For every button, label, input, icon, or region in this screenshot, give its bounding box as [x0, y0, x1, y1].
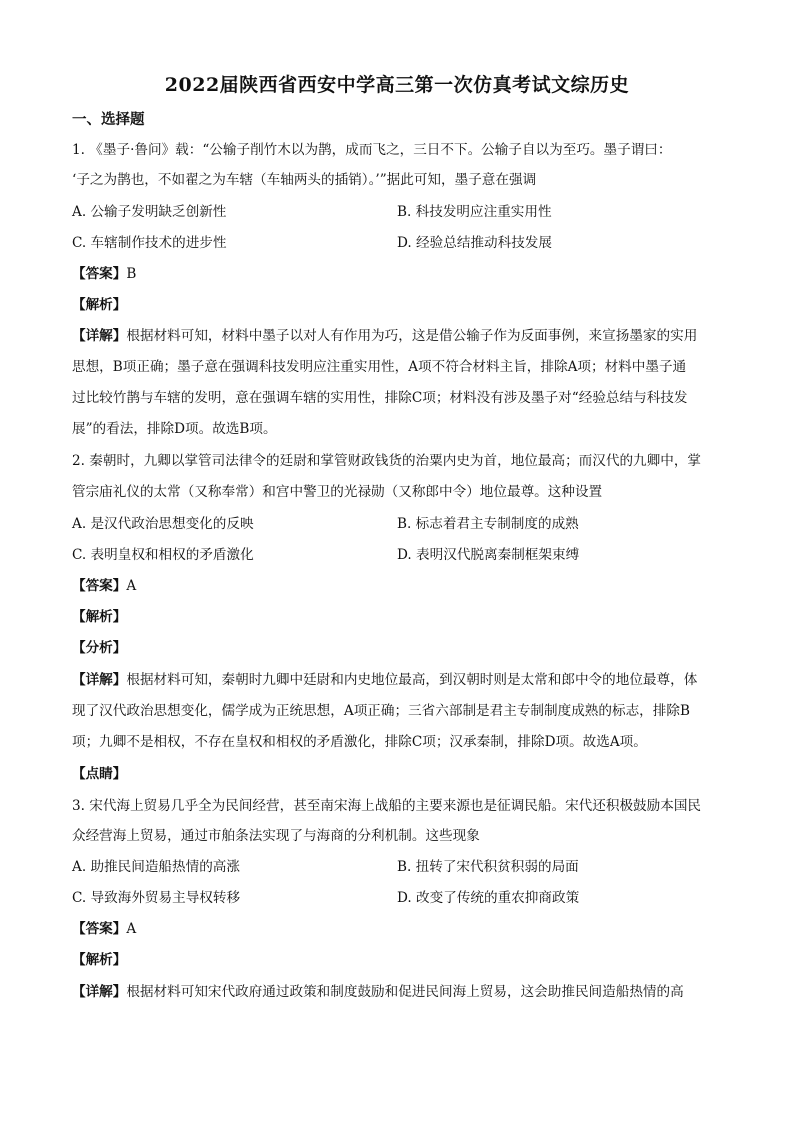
answer-value: B — [126, 266, 137, 282]
q2-option-b: B. 标志着君主专制制度的成熟 — [397, 516, 579, 532]
answer-tag: 【答案】 — [72, 921, 127, 937]
q1-stem-line: ‘子之为鹊也，不如翟之为车辖（车轴两头的插销）。’”据此可知，墨子意在强调 — [72, 172, 537, 188]
q2-option-c: C. 表明皇权和相权的矛盾激化 — [72, 547, 254, 563]
q2-dianjing-tag: 【点睛】 — [72, 766, 127, 782]
q3-answer — [72, 919, 724, 939]
q1-answer — [72, 264, 724, 284]
answer-value: A — [126, 578, 137, 594]
q1-option-b: B. 科技发明应注重实用性 — [397, 204, 552, 220]
q3-analysis-tag: 【解析】 — [72, 952, 127, 968]
q3-option-d: D. 改变了传统的重农抑商政策 — [397, 890, 580, 906]
detail-text: 根据材料可知，秦朝时九卿中廷尉和内史地位最高，到汉朝时则是太常和郎中令的地位最尊，体 — [126, 672, 698, 688]
q3-option-c: C. 导致海外贸易主导权转移 — [72, 890, 241, 906]
q2-stem-line: 2. 秦朝时，九卿以掌管司法律令的廷尉和掌管财政钱货的治粟内史为首，地位最高；而汉代的九卿中，掌 — [72, 453, 702, 469]
q2-option-d: D. 表明汉代脱离秦制框架束缚 — [397, 547, 580, 563]
detail-tag: 【详解】 — [72, 328, 127, 344]
detail-text: 根据材料可知宋代政府通过政策和制度鼓励和促进民间海上贸易，这会助推民间造船热情的高 — [126, 984, 684, 1000]
detail-tag: 【详解】 — [72, 984, 127, 1000]
q1-detail-line: 思想，B项正确；墨子意在强调科技发明应注重实用性，A项不符合材料主旨，排除A项；材料中墨子通 — [72, 359, 687, 375]
q2-detail-line: 项；九卿不是相权，不存在皇权和相权的矛盾激化，排除C项；汉承秦制，排除D项。故选A项。 — [72, 734, 647, 750]
q1-option-c: C. 车辖制作技术的进步性 — [72, 235, 227, 251]
q3-detail-line — [72, 982, 724, 1002]
q3-option-a: A. 助推民间造船热情的高涨 — [72, 859, 240, 875]
q2-stem-line: 管宗庙礼仪的太常（又称奉常）和宫中警卫的光禄勋（又称郎中令）地位最尊。这种设置 — [72, 484, 603, 500]
section-heading: 一、选择题 — [72, 111, 145, 128]
q1-detail-line — [72, 326, 724, 346]
q1-detail-line: 展”的看法，排除D项。故选B项。 — [72, 421, 277, 437]
q1-stem-line: 1. 《墨子·鲁问》载：“公输子削竹木以为鹊，成而飞之，三日不下。公输子自以为至巧。墨子谓曰： — [72, 142, 672, 158]
q2-answer — [72, 576, 724, 596]
q3-stem-line: 众经营海上贸易，通过市舶条法实现了与海商的分利机制。这些现象 — [72, 828, 480, 844]
q2-option-a: A. 是汉代政治思想变化的反映 — [72, 516, 254, 532]
q2-fenxi-tag: 【分析】 — [72, 640, 127, 656]
q1-detail-line: 过比较竹鹊与车辖的发明，意在强调车辖的实用性，排除C项；材料没有涉及墨子对“经验总结与科技发 — [72, 390, 688, 406]
q3-option-b: B. 扭转了宋代积贫积弱的局面 — [397, 859, 579, 875]
answer-tag: 【答案】 — [72, 266, 127, 282]
q2-analysis-tag: 【解析】 — [72, 609, 127, 625]
detail-text: 根据材料可知，材料中墨子以对人有作用为巧，这是借公输子作为反面事例，来宣扬墨家的实用 — [126, 328, 698, 344]
q1-option-a: A. 公输子发明缺乏创新性 — [72, 204, 227, 220]
q1-option-d: D. 经验总结推动科技发展 — [397, 235, 552, 251]
document-title: 2022届陕西省西安中学高三第一次仿真考试文综历史 — [164, 74, 630, 96]
q3-stem-line: 3. 宋代海上贸易几乎全为民间经营，甚至南宋海上战船的主要来源也是征调民船。宋代还积极鼓励本国民 — [72, 798, 702, 814]
detail-tag: 【详解】 — [72, 672, 127, 688]
q2-detail-line: 现了汉代政治思想变化，儒学成为正统思想，A项正确；三省六部制是君主专制制度成熟的标志，排除B — [72, 703, 690, 719]
answer-value: A — [126, 921, 137, 937]
q1-analysis-tag: 【解析】 — [72, 297, 127, 313]
answer-tag: 【答案】 — [72, 578, 127, 594]
q2-detail-line — [72, 670, 724, 690]
